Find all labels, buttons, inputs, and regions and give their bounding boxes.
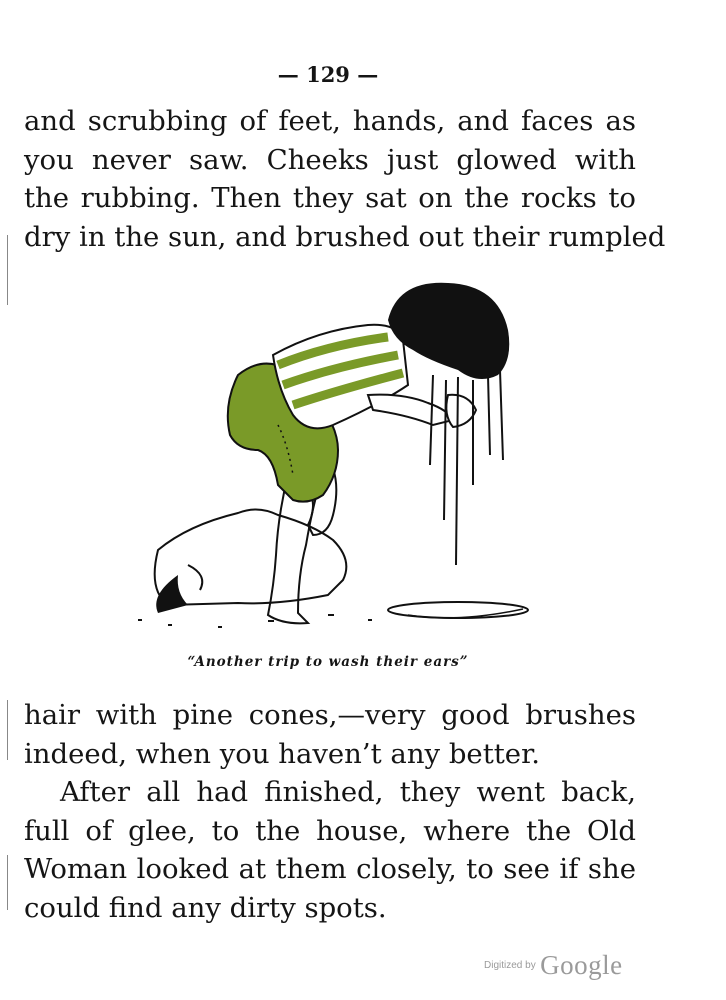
illustration-child-washing	[128, 275, 538, 640]
text-line: hair with pine cones,—very good brushes	[24, 699, 636, 731]
text-line: full of glee, to the house, where the Old	[24, 814, 636, 847]
text-line: Woman looked at them closely, to see if she	[24, 853, 636, 885]
text-line: the rubbing. Then they sat on the rocks to	[24, 182, 636, 214]
text-line: After all had finished, they went back,	[60, 776, 636, 808]
digitized-watermark	[484, 950, 623, 981]
illustration-caption: “Another trip to wash their ears”	[187, 654, 469, 670]
text-line: you never saw. Cheeks just glowed with	[24, 143, 636, 176]
margin-scan-mark	[7, 700, 8, 760]
watermark-prefix: Digitized by	[484, 960, 536, 971]
paragraph-bottom	[24, 696, 636, 927]
rock	[155, 509, 347, 605]
hand	[446, 395, 476, 427]
watermark-brand: Google	[540, 950, 623, 980]
page-number: — 129 —	[277, 62, 379, 87]
text-line: indeed, when you haven’t any better.	[24, 737, 540, 770]
text-line: dry in the sun, and brushed out their rumpled	[24, 220, 666, 253]
arm	[368, 395, 453, 425]
rock-crack	[188, 565, 202, 590]
margin-scan-mark	[7, 235, 8, 305]
ground-dots	[138, 615, 372, 627]
text-line: and scrubbing of feet, hands, and faces as	[24, 105, 636, 137]
text-line: could find any dirty spots.	[24, 891, 387, 924]
rock-shadow	[156, 575, 188, 613]
paragraph-top	[24, 102, 666, 256]
margin-scan-mark	[7, 855, 8, 910]
